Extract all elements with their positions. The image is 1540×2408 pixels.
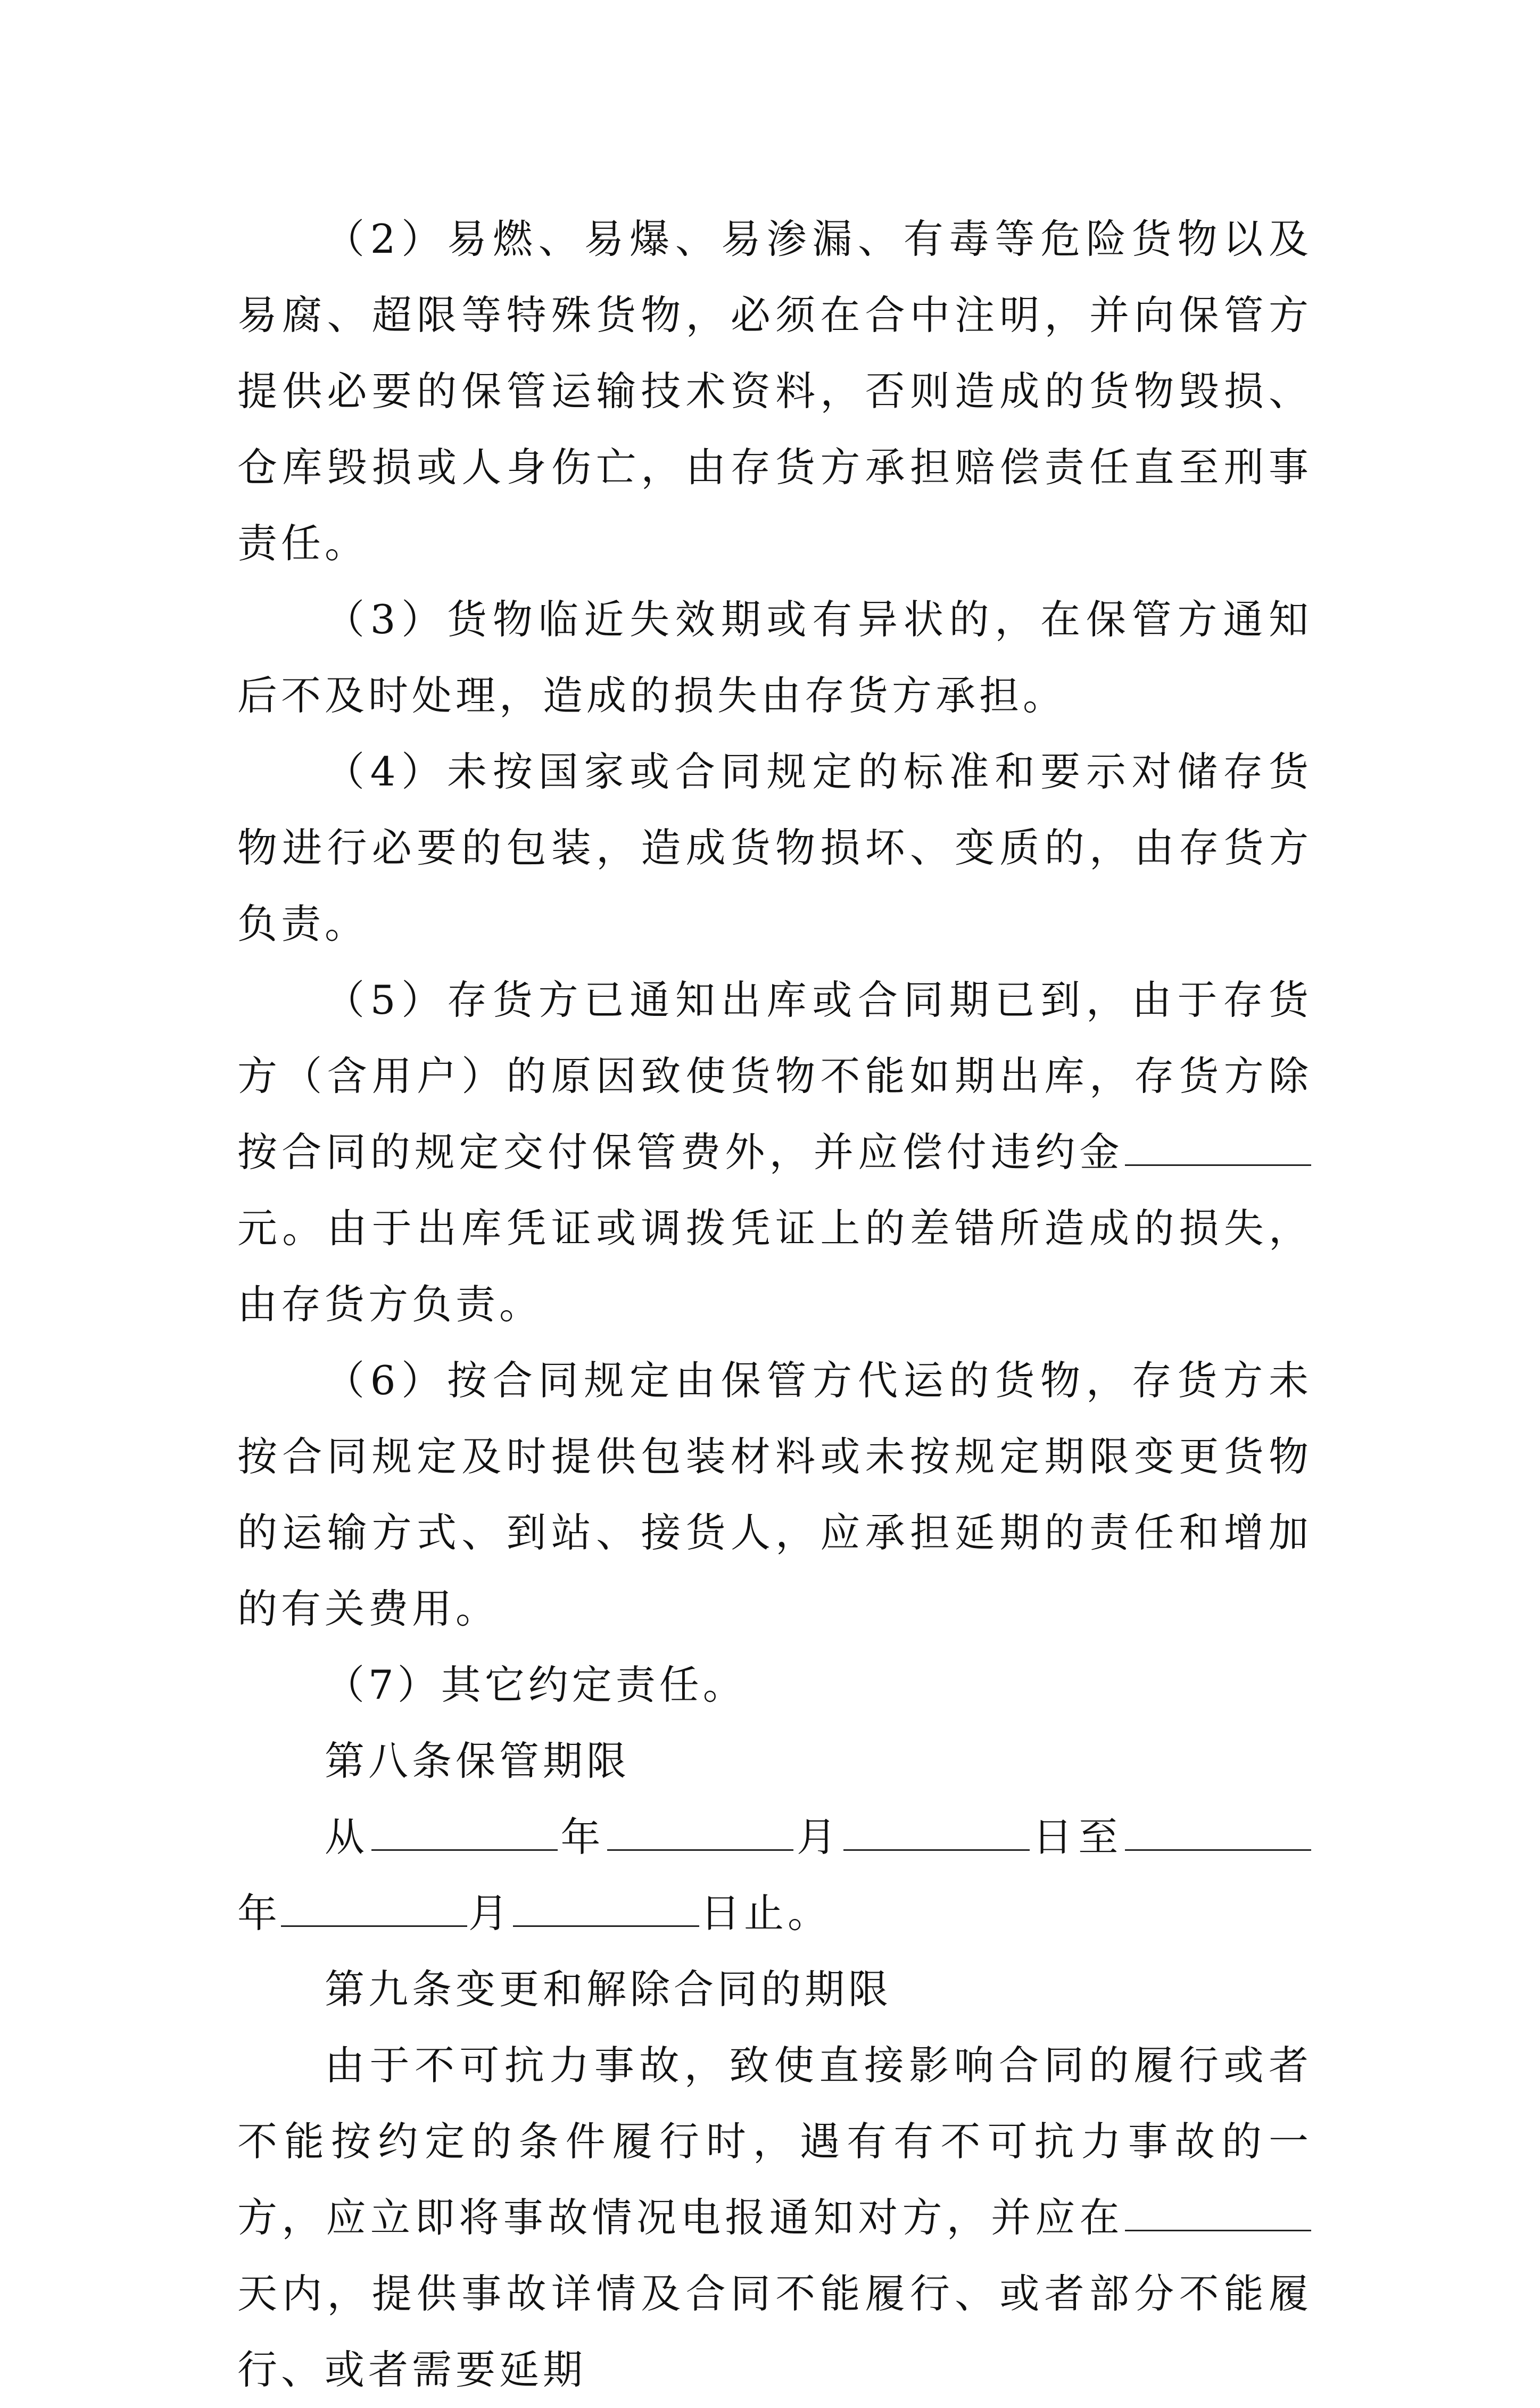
article-9-text-part1: 由于不可抗力事故，致使直接影响合同的履行或者不能按约定的条件履行时，遇有有不可抗力事故的一方，应立即将事故情况电报通知对方，并应在: [237, 2042, 1312, 2241]
clause-2-paragraph: （2）易燃、易爆、易渗漏、有毒等危险货物以及易腐、超限等特殊货物，必须在合中注明，并向保管方提供必要的保管运输技术资料，否则造成的货物毁损、仓库毁损或人身伤亡，由存货方承担赔偿责任直至刑事责任。: [237, 216, 1312, 567]
article-9-body: [237, 2028, 1312, 2408]
document-body: [237, 201, 1312, 2408]
clause-5-text-part2: 元。由于出库凭证或调拨凭证上的差错所造成的损失，由存货方负责。: [237, 1205, 1312, 1328]
article-8-body: [237, 1799, 1312, 1951]
clause-6-paragraph: （6）按合同规定由保管方代运的货物，存货方未按合同规定及时提供包装材料或未按规定期限变更货物的运输方式、到站、接货人，应承担延期的责任和增加的有关费用。: [237, 1357, 1312, 1632]
article-9-title: 第九条变更和解除合同的期限: [325, 1966, 892, 2013]
end-month-blank[interactable]: [281, 1888, 467, 1927]
clause-7-paragraph: （7）其它约定责任。: [325, 1661, 747, 1708]
article-8-title: 第八条保管期限: [325, 1737, 631, 1784]
year-text-2: 年: [237, 1890, 281, 1937]
end-day-blank[interactable]: [513, 1888, 699, 1927]
from-text: 从: [325, 1814, 370, 1860]
month-text-1: 月: [794, 1814, 842, 1860]
month-text-2: 月: [468, 1890, 512, 1937]
year-text-1: 年: [558, 1814, 607, 1860]
article-9-text-part2: 天内，提供事故详情及合同不能履行、或者部分不能履行、或者需要延期: [237, 2270, 1312, 2393]
notice-days-blank[interactable]: [1125, 2192, 1311, 2231]
start-month-blank[interactable]: [607, 1812, 793, 1851]
clause-4-paragraph: （4）未按国家或合同规定的标准和要示对储存货物进行必要的包装，造成货物损坏、变质的，由存货方负责。: [237, 748, 1312, 947]
end-year-blank[interactable]: [1125, 1812, 1311, 1851]
day-end-text: 日止。: [700, 1890, 832, 1937]
start-day-blank[interactable]: [843, 1812, 1030, 1851]
day-to-text: 日至: [1030, 1814, 1124, 1860]
start-year-blank[interactable]: [371, 1812, 558, 1851]
clause-5-paragraph: [237, 962, 1312, 1343]
penalty-amount-blank[interactable]: [1125, 1127, 1311, 1166]
clause-5-text-part1: （5）存货方已通知出库或合同期已到，由于存货方（含用户）的原因致使货物不能如期出库，存货方除按合同的规定交付保管费外，并应偿付违约金: [237, 977, 1312, 1176]
clause-3-paragraph: （3）货物临近失效期或有异状的，在保管方通知后不及时处理，造成的损失由存货方承担。: [237, 596, 1312, 719]
